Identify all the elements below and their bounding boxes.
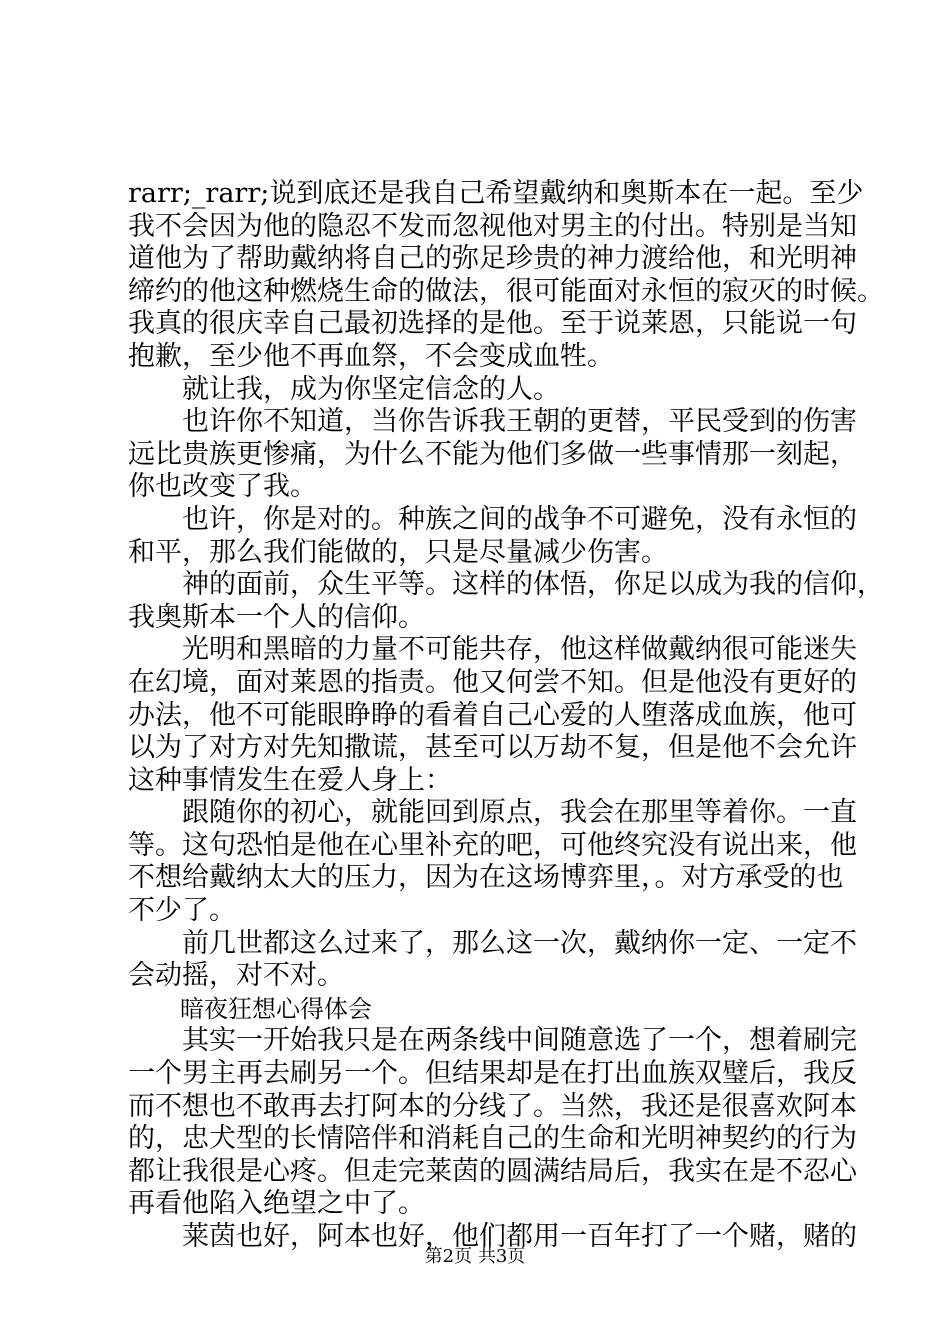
text-line: 远比贵族更惨痛，为什么不能为他们多做一些事情那一刻起， [128, 438, 857, 470]
text-line: 再看他陷入绝望之中了。 [128, 1188, 425, 1220]
text-line: 就让我，成为你坚定信念的人。 [182, 373, 560, 405]
text-line: 也许你不知道，当你告诉我王朝的更替，平民受到的伤害 [182, 406, 857, 438]
text-line: 缔约的他这种燃烧生命的做法，很可能面对永恒的寂灭的时候。 [128, 275, 884, 307]
text-line: 神的面前，众生平等。这样的体悟，你足以成为我的信仰， [182, 569, 884, 601]
text-line: 都让我很是心疼。但走完莱茵的圆满结局后，我实在是不忍心 [128, 1155, 857, 1187]
text-line: 我不会因为他的隐忍不发而忽视他对男主的付出。特别是当知 [128, 210, 857, 242]
text-line: 这种事情发生在爱人身上： [128, 764, 452, 796]
text-line: 也许，你是对的。种族之间的战争不可避免，没有永恒的 [182, 503, 857, 535]
text-line: 我真的很庆幸自己最初选择的是他。至于说莱恩，只能说一句 [128, 308, 857, 340]
text-line: 你也改变了我。 [128, 471, 317, 503]
document-body [128, 178, 884, 1254]
text-line: 跟随你的初心，就能回到原点，我会在那里等着你。一直 [182, 797, 857, 829]
text-line: 道他为了帮助戴纳将自己的弥足珍贵的神力渡给他，和光明神 [128, 243, 857, 275]
text-line: 以为了对方对先知撒谎，甚至可以万劫不复，但是他不会允许 [128, 732, 857, 764]
text-line: 我奥斯本一个人的信仰。 [128, 601, 425, 633]
text-line: 前几世都这么过来了，那么这一次，戴纳你一定、一定不 [182, 927, 857, 959]
text-line: 光明和黑暗的力量不可能共存，他这样做戴纳很可能迷失 [182, 634, 857, 666]
text-line: 不想给戴纳太大的压力，因为在这场博弈里，。对方承受的也 [128, 862, 844, 894]
text-line: 一个男主再去刷另一个。但结果却是在打出血族双璧后，我反 [128, 1058, 857, 1090]
text-line: 莱茵也好，阿本也好，他们都用一百年打了一个赌，赌的 [182, 1221, 857, 1252]
text-line: 其实一开始我只是在两条线中间随意选了一个，想着刷完 [182, 1025, 857, 1057]
text-line: 会动摇，对不对。 [128, 960, 344, 992]
section-heading: 暗夜狂想心得体会 [180, 994, 372, 1023]
page-footer: 第2页 共3页 [424, 1246, 526, 1267]
text-line: 在幻境，面对莱恩的指责。他又何尝不知。但是他没有更好的 [128, 666, 857, 698]
text-line: 不少了。 [128, 895, 236, 927]
text-line: 办法，他不可能眼睁睁的看着自己心爱的人堕落成血族，他可 [128, 699, 857, 731]
text-line: 而不想也不敢再去打阿本的分线了。当然，我还是很喜欢阿本 [128, 1090, 857, 1122]
text-line: rarr;_rarr;说到底还是我自己希望戴纳和奥斯本在一起。至少 [128, 178, 864, 209]
text-line: 的，忠犬型的长情陪伴和消耗自己的生命和光明神契约的行为 [128, 1123, 857, 1155]
text-line: 等。这句恐怕是他在心里补充的吧，可他终究没有说出来，他 [128, 829, 857, 861]
text-line: 抱歉，至少他不再血祭，不会变成血牲。 [128, 340, 614, 372]
text-line: 和平，那么我们能做的，只是尽量减少伤害。 [128, 536, 668, 568]
